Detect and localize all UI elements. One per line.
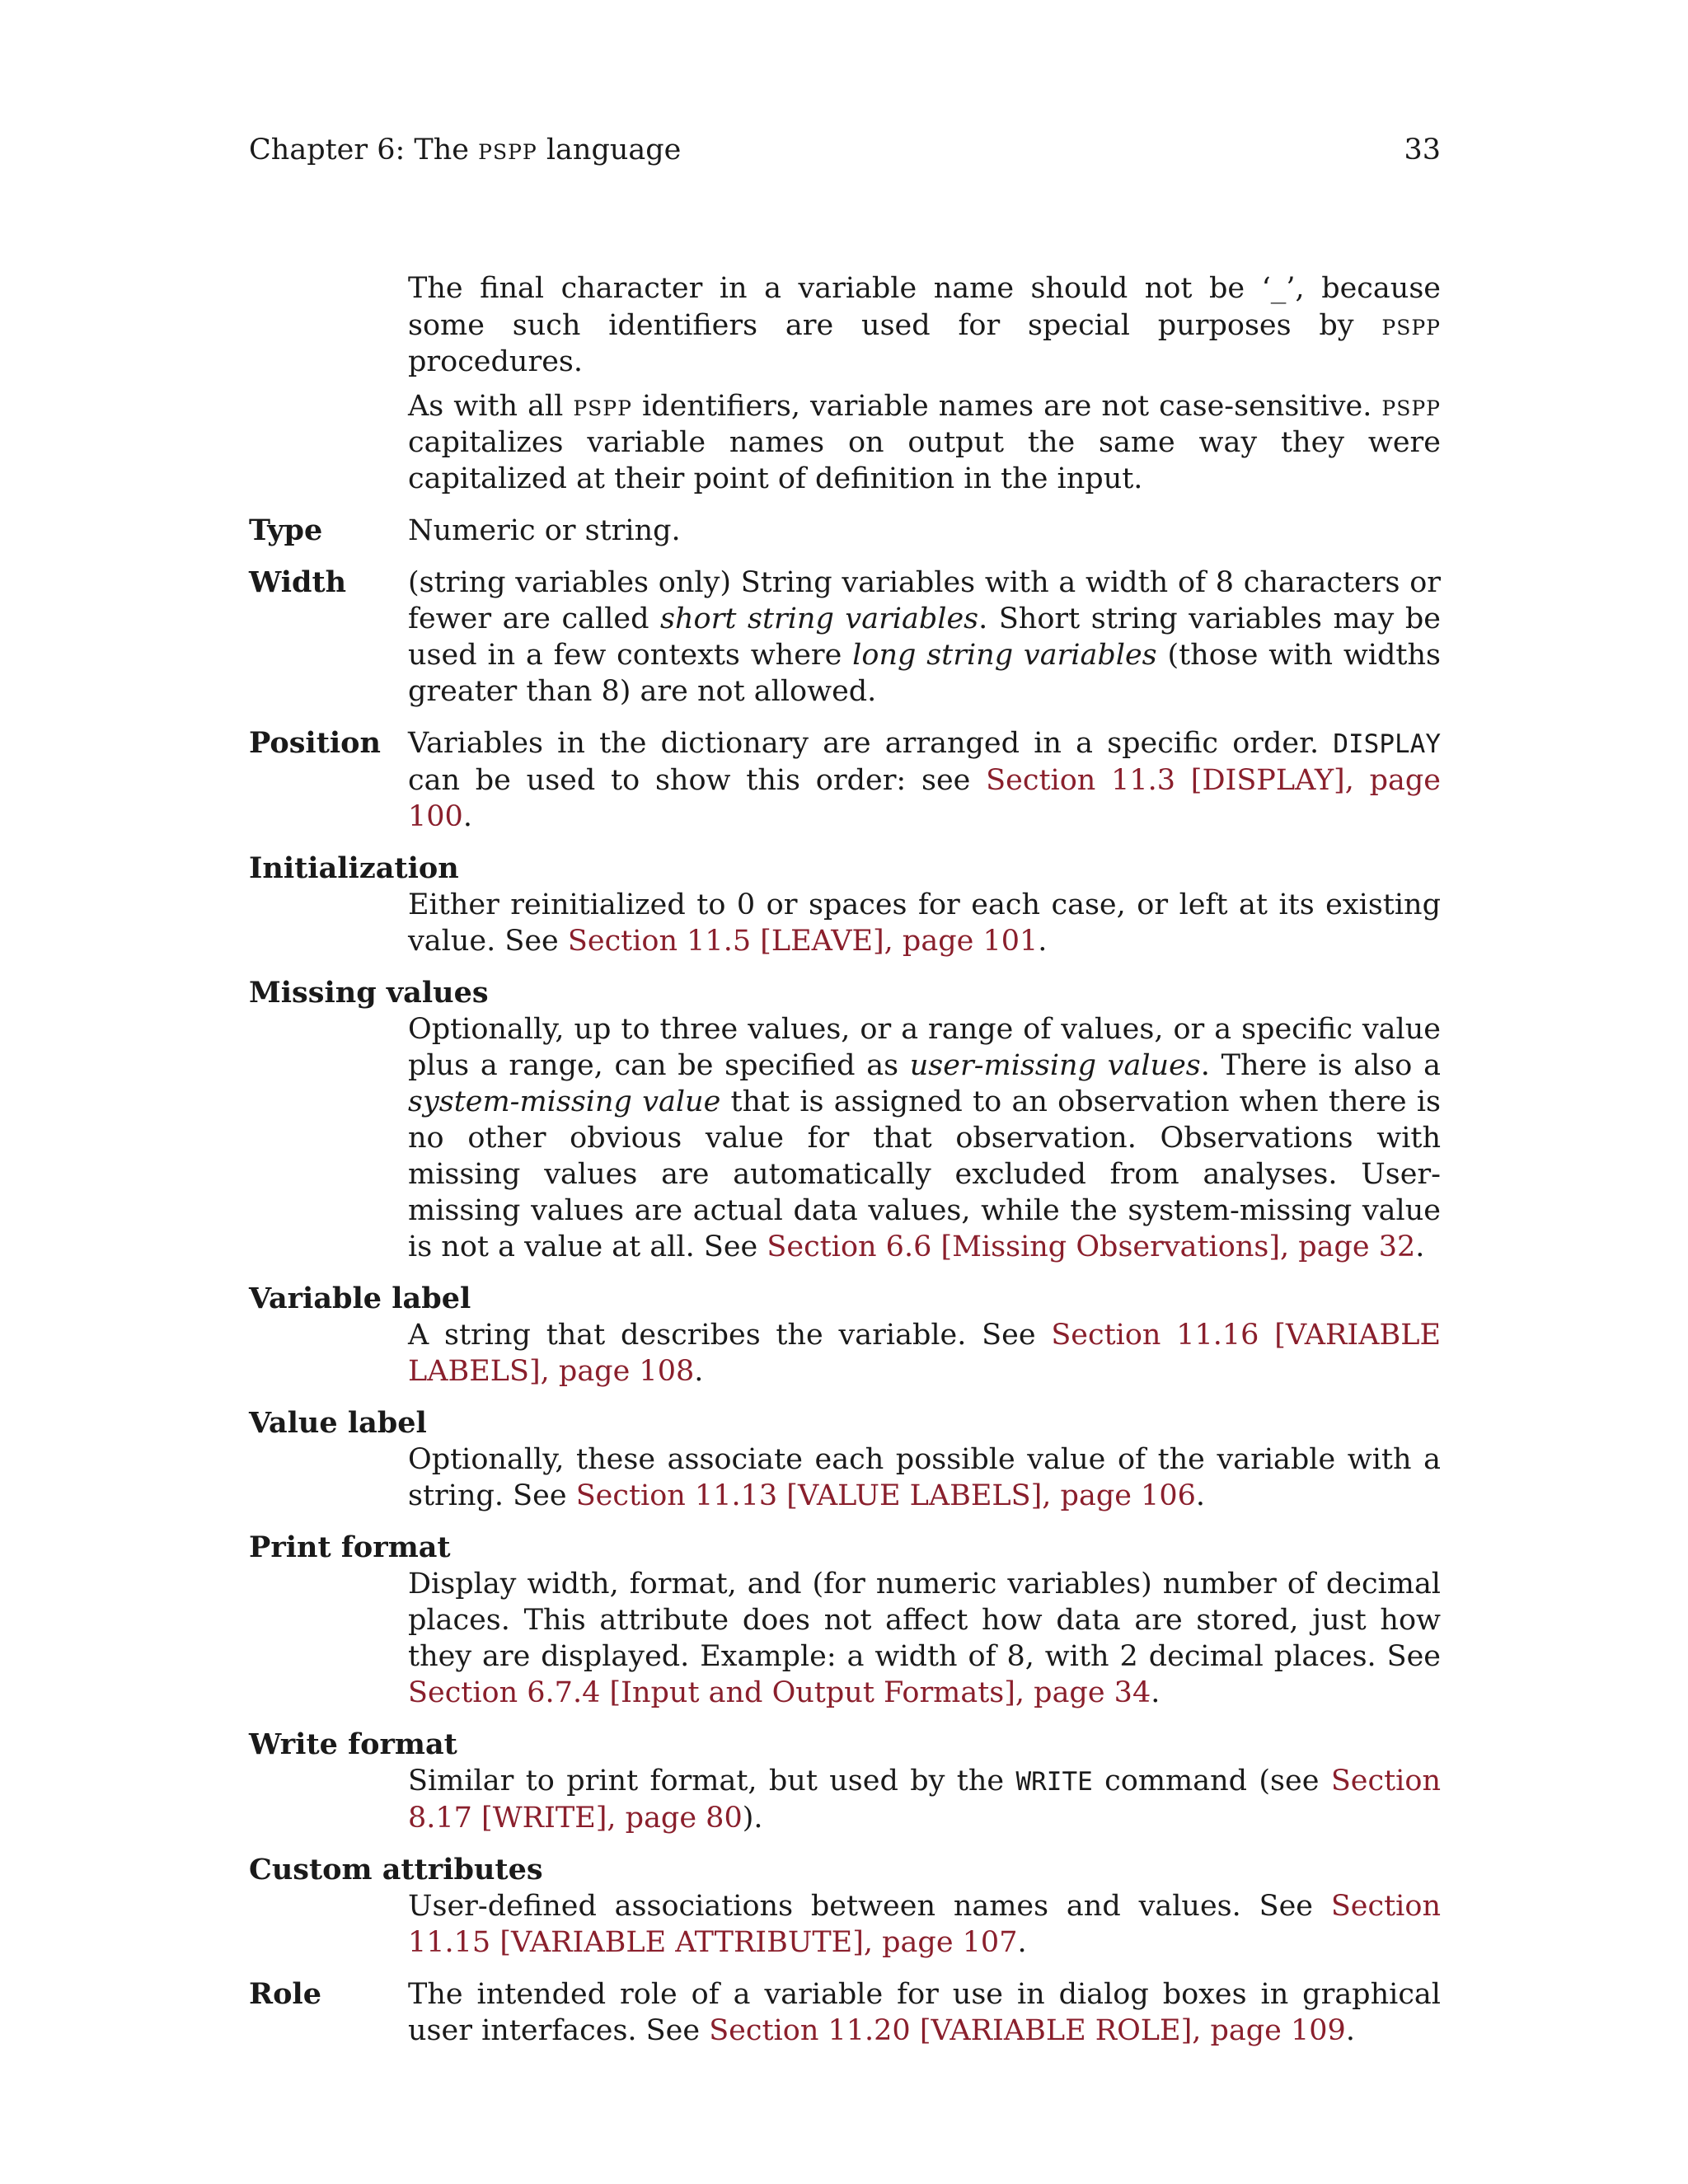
entry-width	[249, 565, 1441, 710]
term-width: Width	[249, 565, 347, 599]
definition-initialization: Either reinitialized to 0 or spaces for each case, or left at its existing value. See Section 11.5 [LEAVE], page 101.	[408, 888, 1441, 958]
link-display-section[interactable]: Section 11.3 [DISPLAY], page 100	[408, 764, 1441, 833]
definition-print-format: Display width, format, and (for numeric variables) number of decimal places. This attribute does not affect how data are stored, just how they are displayed. Example: a width of 8, with 2 decimal places. See Section 6.7.4 [Input and Output Formats], page 34.	[408, 1568, 1441, 1709]
running-header	[249, 132, 1441, 168]
term-missing-values: Missing values	[249, 976, 489, 1010]
entry-position	[249, 725, 1441, 835]
definition-write-format: Similar to print format, but used by the WRITE command (see Section 8.17 [WRITE], page 80).	[408, 1765, 1441, 1835]
definition-width: (string variables only) String variables with a width of 8 characters or fewer are called short string variables. Short string variables may be used in a few contexts where long string variables (those with widths greater than 8) are not allowed.	[408, 566, 1441, 708]
term-role: Role	[249, 1977, 321, 2011]
link-input-output-formats-section[interactable]: Section 6.7.4 [Input and Output Formats], page 34	[408, 1676, 1151, 1709]
term-write-format: Write format	[249, 1727, 457, 1761]
page-number: 33	[1404, 134, 1441, 166]
entry-variable-label	[249, 1281, 1441, 1390]
entry-print-format	[249, 1530, 1441, 1711]
definition-custom-attributes: User-defined associations between names and values. See Section 11.15 [VARIABLE ATTRIBUTE], page 107.	[408, 1890, 1441, 1959]
definition-variable-label: A string that describes the variable. See Section 11.16 [VARIABLE LABELS], page 108.	[408, 1319, 1441, 1388]
link-variable-role-section[interactable]: Section 11.20 [VARIABLE ROLE], page 109	[709, 2014, 1346, 2047]
chapter-title: Chapter 6: The pspp language	[249, 134, 682, 166]
entry-initialization	[249, 851, 1441, 959]
entry-value-label	[249, 1405, 1441, 1514]
link-leave-section[interactable]: Section 11.5 [LEAVE], page 101	[567, 925, 1039, 958]
entry-custom-attributes	[249, 1852, 1441, 1961]
link-value-labels-section[interactable]: Section 11.13 [VALUE LABELS], page 106	[575, 1479, 1196, 1512]
term-value-label: Value label	[249, 1406, 427, 1440]
link-variable-attribute-section[interactable]: Section 11.15 [VARIABLE ATTRIBUTE], page 107	[408, 1890, 1441, 1959]
intro-paragraph-case-sensitivity: As with all pspp identifiers, variable names are not case-sensitive. pspp capitalizes variable names on output the same way they were capitalized at their point of definition in the input.	[408, 390, 1441, 495]
entry-missing-values	[249, 975, 1441, 1265]
definition-type: Numeric or string.	[408, 514, 681, 547]
page-body	[249, 270, 1441, 2049]
term-custom-attributes: Custom attributes	[249, 1853, 543, 1886]
entry-write-format	[249, 1727, 1441, 1836]
term-print-format: Print format	[249, 1530, 451, 1564]
entry-type	[249, 513, 1441, 549]
definition-missing-values: Optionally, up to three values, or a range of values, or a specific value plus a range, can be specified as user-missing values. There is also a system-missing value that is assigned to an observation when there is no other obvious value for that observation. Observations with missing values are automatically excluded from analyses. User-missing values are actual data values, while the system-missing value is not a value at all. See Section 6.6 [Missing Observations], page 32.	[408, 1013, 1442, 1263]
term-type: Type	[249, 513, 323, 547]
definition-position: Variables in the dictionary are arranged in a specific order. DISPLAY can be used to show this order: see Section 11.3 [DISPLAY], page 100.	[408, 727, 1441, 833]
link-missing-observations-section[interactable]: Section 6.6 [Missing Observations], page 32	[767, 1230, 1416, 1263]
term-initialization: Initialization	[249, 851, 459, 885]
definition-value-label: Optionally, these associate each possible value of the variable with a string. See Section 11.13 [VALUE LABELS], page 106.	[408, 1443, 1441, 1512]
link-write-section[interactable]: Section 8.17 [WRITE], page 80	[408, 1765, 1441, 1835]
intro-paragraph-final-character: The final character in a variable name should not be ‘_’, because some such identifiers are used for special purposes by pspp procedures.	[408, 272, 1441, 378]
term-position: Position	[249, 726, 381, 760]
term-variable-label: Variable label	[249, 1282, 471, 1315]
entry-role	[249, 1976, 1441, 2049]
definition-role: The intended role of a variable for use in dialog boxes in graphical user interfaces. See Section 11.20 [VARIABLE ROLE], page 109.	[408, 1978, 1441, 2047]
link-variable-labels-section[interactable]: Section 11.16 [VARIABLE LABELS], page 108	[408, 1319, 1441, 1388]
